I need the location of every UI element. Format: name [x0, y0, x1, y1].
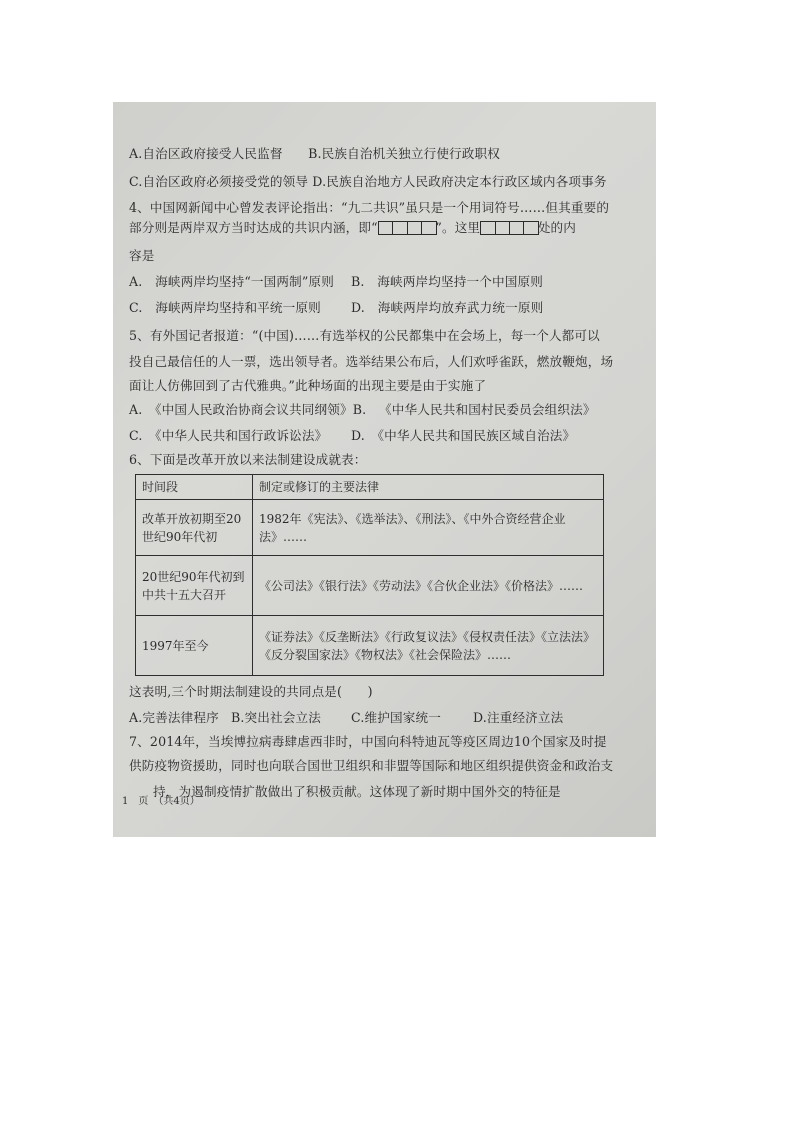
blank-boxes-1 [378, 220, 436, 235]
law-achievements-table [135, 474, 604, 676]
q4-option-b: B. 海峡两岸均坚持一个中国原则 [351, 274, 543, 289]
table-header-laws: 制定或修订的主要法律 [253, 475, 604, 500]
q6-option-b: B.突出社会立法 [231, 710, 322, 725]
q3-options-cd: C.自治区政府必须接受党的领导 D.民族自治地方人民政府决定本行政区域内各项事务 [129, 174, 607, 189]
q5-option-c: C. 《中华人民共和国行政诉讼法》 [129, 428, 328, 443]
q7-stem-line1: 7、2014年，当埃博拉病毒肆虐西非时，中国向科特迪瓦等疫区周边10个国家及时提 [129, 734, 607, 749]
table-cell-laws: 《公司法》《银行法》《劳动法》《合伙企业法》《价格法》…… [253, 556, 604, 616]
q5-option-a: A. 《中国人民政治协商会议共同纲领》B. [129, 402, 367, 417]
q6-stem: 6、下面是改革开放以来法制建设成就表： [129, 452, 367, 467]
table-cell-period: 20世纪90年代初到中共十五大召开 [136, 556, 253, 616]
q5-stem-line1: 5、有外国记者报道：“(中国)……有选举权的公民都集中在会场上，每一个人都可以 [129, 328, 600, 343]
table-cell-period: 改革开放初期至20世纪90年代初 [136, 500, 253, 556]
table-row [136, 500, 604, 556]
q4-stem-line2 [129, 220, 576, 236]
table-row [136, 616, 604, 676]
q5-option-b: 《中华人民共和国村民委员会组织法》 [379, 402, 596, 417]
table-row [136, 556, 604, 616]
table-cell-laws: 1982年《宪法》、《选举法》、《刑法》、《中外合资经营企业法》…… [253, 500, 604, 556]
table-header-row [136, 475, 604, 500]
table-cell-period: 1997年至今 [136, 616, 253, 676]
q5-option-d: D. 《中华人民共和国民族区域自治法》 [351, 428, 576, 443]
q4-option-d: D. 海峡两岸均放弃武力统一原则 [351, 300, 544, 315]
q6-conclusion: 这表明,三个时期法制建设的共同点是( ) [129, 684, 373, 699]
q4-stem-line3: 容是 [129, 248, 155, 263]
q4-stem-text: 部分则是两岸双方当时达成的共识内涵，即“ [129, 220, 378, 235]
q4-stem-text3: 处的内 [537, 220, 577, 235]
q4-option-c: C. 海峡两岸均坚持和平统一原则 [129, 300, 321, 315]
q4-option-a: A. 海峡两岸均坚持“一国两制”原则 [129, 274, 334, 289]
page-footer: 1 页 （共4页） [122, 796, 200, 807]
q6-option-a: A.完善法律程序 [129, 710, 219, 725]
q4-stem-line1: 4、中国网新闻中心曾发表评论指出：“九二共识”虽只是一个用词符号……但其重要的 [129, 200, 610, 215]
q7-stem-line3: 持，为遏制疫情扩散做出了积极贡献。这体现了新时期中国外交的特征是 [153, 784, 561, 799]
q5-stem-line2: 投自己最信任的人一票，选出领导者。选举结果公布后，人们欢呼雀跃，燃放鞭炮，场 [129, 354, 614, 369]
q4-stem-text2: ”。这里 [435, 220, 481, 235]
exam-page-photo [113, 102, 656, 837]
q5-stem-line3: 面让人仿佛回到了古代雅典。”此种场面的出现主要是由于实施了 [129, 378, 487, 393]
q3-options-ab: A.自治区政府接受人民监督 B.民族自治机关独立行使行政职权 [129, 146, 501, 161]
blank-boxes-2 [480, 220, 538, 235]
table-header-period: 时间段 [136, 475, 253, 500]
q7-stem-line2: 供防疫物资援助，同时也向联合国世卫组织和非盟等国际和地区组织提供资金和政治支 [129, 758, 614, 773]
q6-option-c: C.维护国家统一 [351, 710, 441, 725]
q6-option-d: D.注重经济立法 [473, 710, 564, 725]
table-cell-laws: 《证券法》《反垄断法》《行政复议法》《侵权责任法》《立法法》《反分裂国家法》《物权法》《社会保险法》…… [253, 616, 604, 676]
